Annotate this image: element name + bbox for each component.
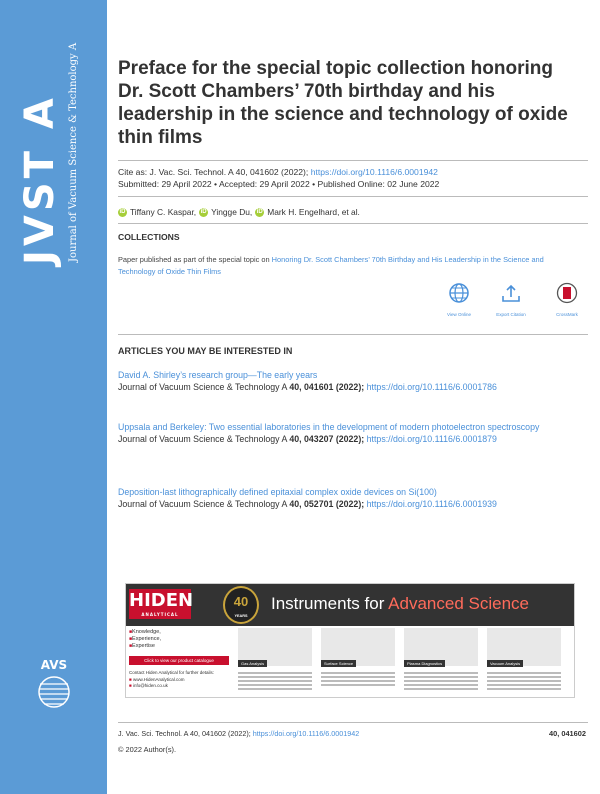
author-name[interactable]: Yingge Du,	[211, 207, 253, 217]
orcid-icon[interactable]: iD	[119, 208, 126, 215]
ad-contact: Contact Hiden Analytical for further details: ■ www.HidenAnalytical.com ■ info@hiden.co.uk	[129, 670, 215, 688]
hiden-logo-sub: ANALYTICAL	[141, 612, 179, 617]
citation-text: Cite as: J. Vac. Sci. Technol. A 40, 041602 (2022);	[118, 167, 309, 177]
avs-logo	[34, 658, 74, 714]
hiden-logo-text: HIDEN	[129, 590, 194, 611]
related-article-citation	[118, 433, 583, 445]
publication-dates: Submitted: 29 April 2022 • Accepted: 29 April 2022 • Published Online: 02 June 2022	[118, 179, 440, 189]
anniversary-badge-number: 40	[233, 594, 249, 609]
crossmark-button[interactable]	[550, 282, 584, 317]
view-online-button[interactable]	[442, 282, 476, 317]
citation-line	[118, 166, 438, 178]
related-article-title-link[interactable]: David A. Shirley’s research group—The early years	[118, 370, 318, 380]
orcid-icon[interactable]: iD	[256, 208, 263, 215]
related-article-journal: Journal of Vacuum Science & Technology A	[118, 499, 287, 509]
ad-product-tile[interactable]	[485, 628, 563, 696]
related-article	[118, 369, 583, 393]
ad-contact-web[interactable]: www.HidenAnalytical.com	[132, 676, 185, 682]
export-citation-label: Export Citation	[496, 312, 526, 317]
related-article	[118, 486, 583, 510]
related-articles-heading: ARTICLES YOU MAY BE INTERESTED IN	[118, 346, 293, 356]
ad-bullet: ■ Expertise	[129, 643, 229, 650]
ad-product-tile[interactable]	[236, 628, 314, 696]
product-caption: Surface Science	[321, 660, 356, 667]
divider	[118, 196, 588, 197]
related-article-title-link[interactable]: Deposition-last lithographically defined epitaxial complex oxide devices on Si(100)	[118, 487, 437, 497]
related-article-journal: Journal of Vacuum Science & Technology A	[118, 382, 287, 392]
crossmark-icon	[556, 282, 578, 304]
footer-divider	[118, 722, 588, 723]
journal-full-name: Journal of Vacuum Science & Technology A	[68, 42, 79, 262]
ad-contact-heading: Contact Hiden Analytical for further details:	[129, 670, 215, 675]
ad-slogan	[271, 594, 529, 614]
collection-note-text: Paper published as part of the special topic on	[118, 255, 270, 264]
related-article-journal: Journal of Vacuum Science & Technology A	[118, 434, 287, 444]
footer-citation-text: J. Vac. Sci. Technol. A 40, 041602 (2022);	[118, 729, 251, 738]
author-list	[118, 207, 360, 217]
product-caption: Plasma Diagnostics	[404, 660, 445, 667]
related-article-doi-link[interactable]: https://doi.org/10.1116/6.0001879	[366, 434, 497, 444]
divider	[118, 223, 588, 224]
crossmark-label: CrossMark	[556, 312, 578, 317]
ad-contact-email[interactable]: info@hiden.co.uk	[132, 683, 168, 688]
author-name[interactable]: Mark H. Engelhard, et al.	[267, 207, 360, 217]
ad-bullet-list	[129, 629, 229, 650]
journal-short-name: JVST A	[17, 94, 63, 265]
avs-logo-text: AVS	[40, 658, 68, 672]
ad-slogan-plain: Instruments for	[271, 594, 385, 613]
related-article-cite: 40, 043207 (2022);	[289, 434, 365, 444]
citation-doi-link[interactable]: https://doi.org/10.1116/6.0001942	[310, 167, 438, 177]
export-icon	[500, 282, 522, 304]
hiden-logo	[129, 589, 194, 619]
hiden-advertisement[interactable]	[125, 583, 575, 698]
product-caption: Vacuum Analysis	[487, 660, 523, 667]
ad-slogan-accent: Advanced Science	[388, 594, 529, 613]
journal-sidebar	[0, 0, 107, 794]
export-citation-button[interactable]	[494, 282, 528, 317]
footer-doi-link[interactable]: https://doi.org/10.1116/6.0001942	[252, 729, 360, 738]
product-description	[487, 670, 561, 692]
product-description	[238, 670, 312, 692]
ad-bullet: ■ Knowledge,	[129, 629, 229, 636]
globe-icon	[448, 282, 470, 304]
divider	[118, 334, 588, 335]
product-description	[404, 670, 478, 692]
divider	[118, 160, 588, 161]
anniversary-badge-text: YEARS	[234, 614, 248, 618]
related-article-doi-link[interactable]: https://doi.org/10.1116/6.0001939	[366, 499, 497, 509]
copyright-notice: © 2022 Author(s).	[118, 745, 177, 754]
footer-citation	[118, 729, 359, 738]
related-article-doi-link[interactable]: https://doi.org/10.1116/6.0001786	[366, 382, 497, 392]
ad-product-tile[interactable]	[402, 628, 480, 696]
collections-heading: COLLECTIONS	[118, 232, 180, 242]
ad-bullet: ■ Experience,	[129, 636, 229, 643]
related-article-cite: 40, 052701 (2022);	[289, 499, 365, 509]
article-title: Preface for the special topic collection honoring Dr. Scott Chambers’ 70th birthday and his leadership in the science and technology of oxide thin films	[118, 58, 568, 148]
ad-catalogue-button[interactable]: Click to view our product catalogue	[129, 656, 229, 665]
collection-note	[118, 254, 583, 278]
anniversary-badge	[223, 586, 259, 624]
related-article-citation	[118, 381, 583, 393]
ad-product-tile[interactable]	[319, 628, 397, 696]
footer-page-number: 40, 041602	[549, 729, 586, 738]
collection-topic-link[interactable]: Honoring Dr. Scott Chambers’ 70th Birthday and His Leadership in the Science and Technology of Oxide Thin Films	[118, 255, 544, 276]
orcid-icon[interactable]: iD	[200, 208, 207, 215]
product-caption: Gas Analysis	[238, 660, 267, 667]
related-article	[118, 421, 583, 445]
related-article-citation	[118, 498, 583, 510]
author-name[interactable]: Tiffany C. Kaspar,	[130, 207, 197, 217]
related-article-cite: 40, 041601 (2022);	[289, 382, 365, 392]
related-article-title-link[interactable]: Uppsala and Berkeley: Two essential laboratories in the development of modern photoelectron spectroscopy	[118, 422, 540, 432]
product-description	[321, 670, 395, 688]
view-online-label: View Online	[447, 312, 471, 317]
